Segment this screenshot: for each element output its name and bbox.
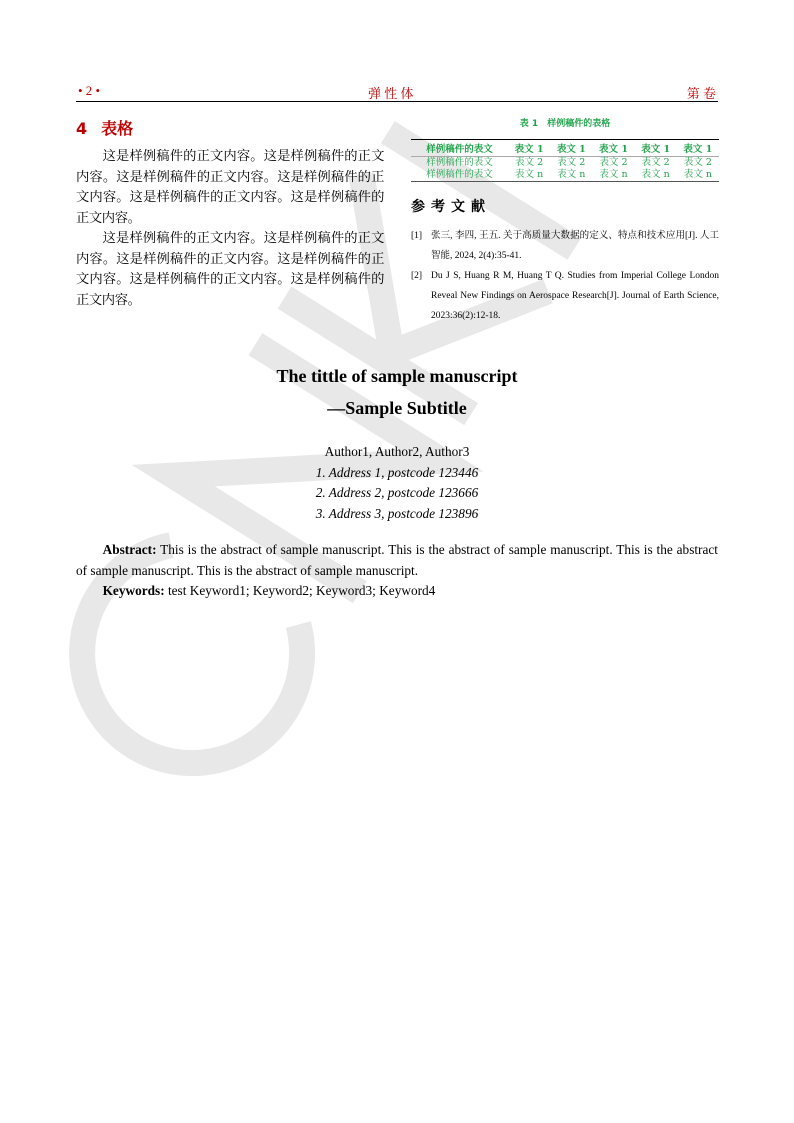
right-column bbox=[411, 116, 719, 326]
authors: Author1, Author2, Author3 bbox=[324, 444, 470, 459]
english-subtitle: —Sample Subtitle bbox=[327, 398, 467, 418]
page-number: • 2 • bbox=[78, 83, 101, 98]
th: 样例稿件的表文 bbox=[411, 140, 508, 157]
td: 表文 2 bbox=[557, 157, 586, 168]
references-heading: 参考文献 bbox=[411, 199, 491, 215]
paragraph: 这是样例稿件的正文内容。这是样例稿件的正文内容。这是样例稿件的正文内容。这是样例稿件的正文内容。这是样例稿件的正文内容。这是样例稿件的正文内容。 bbox=[76, 149, 384, 226]
td: 表文 2 bbox=[683, 157, 712, 168]
th: 表文 1 bbox=[592, 140, 634, 157]
reference-item bbox=[411, 266, 719, 326]
table-caption: 表 1 样例稿件的表格 bbox=[519, 119, 611, 129]
keywords-label: Keywords: bbox=[102, 583, 165, 598]
td: 样例稿件的表文 bbox=[426, 169, 493, 180]
section-title: 表格 bbox=[101, 119, 134, 138]
td: 表文 n bbox=[599, 169, 628, 180]
th: 表文 1 bbox=[635, 140, 677, 157]
section-heading bbox=[76, 116, 384, 139]
english-title: The tittle of sample manuscript bbox=[276, 366, 518, 386]
th: 表文 1 bbox=[508, 140, 550, 157]
reference-text: Du J S, Huang R M, Huang T Q. Studies from Imperial College London Reveal New Findings on Aerospace Research[J]. Journal of Earth Science, 2023:36(2):12-18. bbox=[431, 271, 719, 321]
abstract-label: Abstract: bbox=[102, 542, 157, 557]
reference-number: [1] bbox=[411, 231, 423, 241]
volume-label: 第 卷 bbox=[686, 86, 716, 101]
sample-table bbox=[411, 139, 719, 182]
authors-block bbox=[0, 442, 794, 524]
td: 样例稿件的表文 bbox=[426, 157, 493, 168]
td: 表文 2 bbox=[599, 157, 628, 168]
table-row bbox=[411, 157, 719, 170]
th: 表文 1 bbox=[550, 140, 592, 157]
table-header-row bbox=[411, 140, 719, 157]
td: 表文 n bbox=[641, 169, 670, 180]
reference-item bbox=[411, 226, 719, 266]
journal-name: 弹 性 体 bbox=[368, 86, 414, 101]
section-number: 4 bbox=[76, 119, 88, 138]
abstract-text: This is the abstract of sample manuscript. This is the abstract of sample manuscript. This is the abstract of sample manuscript. This is the abstract of sample manuscript. bbox=[76, 542, 718, 578]
abstract-block bbox=[76, 540, 718, 602]
reference-text: 张三, 李四, 王五. 关于高质量大数据的定义、特点和技术应用[J]. 人工智能, 2024, 2(4):35-41. bbox=[431, 231, 719, 261]
reference-number: [2] bbox=[411, 271, 423, 281]
address: 1. Address 1, postcode 123446 bbox=[315, 464, 479, 480]
td: 表文 n bbox=[515, 169, 544, 180]
address: 2. Address 2, postcode 123666 bbox=[315, 485, 479, 500]
td: 表文 2 bbox=[515, 157, 544, 168]
keywords-text: test Keyword1; Keyword2; Keyword3; Keyword4 bbox=[164, 583, 436, 598]
td: 表文 n bbox=[683, 169, 712, 180]
keywords bbox=[76, 581, 718, 602]
th: 表文 1 bbox=[677, 140, 719, 157]
td: 表文 n bbox=[557, 169, 586, 180]
abstract bbox=[76, 540, 718, 581]
paragraph: 这是样例稿件的正文内容。这是样例稿件的正文内容。这是样例稿件的正文内容。这是样例稿件的正文内容。这是样例稿件的正文内容。这是样例稿件的正文内容。 bbox=[76, 231, 384, 308]
running-header bbox=[76, 82, 718, 102]
english-title-block bbox=[0, 360, 794, 424]
left-column bbox=[76, 116, 384, 311]
td: 表文 2 bbox=[641, 157, 670, 168]
address: 3. Address 3, postcode 123896 bbox=[315, 505, 479, 521]
table-row bbox=[411, 169, 719, 182]
